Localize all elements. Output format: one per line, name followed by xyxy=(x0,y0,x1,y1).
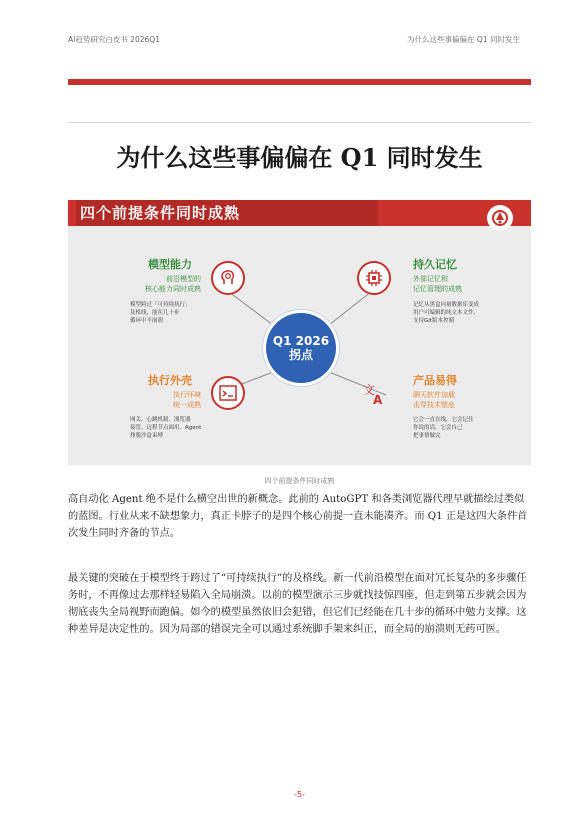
center-milestone-circle xyxy=(266,313,336,383)
running-header-right: 为什么这些事偏偏在 Q1 同时发生 xyxy=(407,35,520,44)
chip-icon xyxy=(357,261,391,295)
quadrant-desc-persistent-memory: 记忆从黑盒向量数据库变成 用户可编辑的纯文本文件， 支持Git版本控制 xyxy=(413,302,480,324)
quadrant-desc-model-capability: 模型跨过「可持续执行」 及格线，能在几十步 循环中不崩溃 xyxy=(130,302,191,324)
quadrant-subtitle-execution-shell: 执行环境 统一成熟 xyxy=(173,391,201,409)
body-paragraph: 最关键的突破在于模型终于跨过了“可持续执行”的及格线。新一代前沿模型在面对冗长复杂的多步骤任务时，不再像过去那样轻易陷入全局崩溃。以前的模型演示三步就找技惊四座，但走到第五步就会因为彻底丧失全局视野而跑偏。如今的模型虽然依旧会犯错，但它们已经能在几十步的循环中勉力支撑。这种差异是决定性的。因为局部的错误完全可以通过系统脚手架来纠正，而全局的崩溃则无药可医。 xyxy=(68,573,527,635)
figure-banner-title: 四个前提条件同时成熟 xyxy=(76,200,378,226)
brain-head-icon xyxy=(211,261,245,295)
quadrant-title-model-capability: 模型能力 xyxy=(148,258,192,271)
quadrant-title-persistent-memory: 持久记忆 xyxy=(413,258,457,271)
quadrant-subtitle-persistent-memory: 外部记忆和 记忆管理的成熟 xyxy=(413,275,462,293)
svg-text:文: 文 xyxy=(363,383,376,397)
quadrant-desc-execution-shell: 网关、心跳机制、浏览器 接管、远程节点调用、Agent 挣脱沙盒束缚 xyxy=(130,417,202,439)
page-title: 为什么这些事偏偏在 Q1 同时发生 xyxy=(116,143,483,172)
quadrant-title-execution-shell: 执行外壳 xyxy=(148,374,192,387)
quadrant-title-product-accessibility: 产品易得 xyxy=(413,374,457,387)
terminal-icon xyxy=(211,376,245,410)
header-accent-bar xyxy=(68,79,531,85)
quadrant-subtitle-model-capability: 前沿模型的 核心能力同时成熟 xyxy=(145,275,201,293)
quadrant-subtitle-product-accessibility: 聊天软件加载 击穿技术壁垒 xyxy=(413,391,455,409)
center-label-turning-point: 拐点 xyxy=(288,347,313,362)
running-header-left: AI趋势研究白皮书 2026Q1 xyxy=(68,35,160,44)
svg-text:A: A xyxy=(373,393,383,406)
figure-four-preconditions xyxy=(68,200,531,465)
title-divider xyxy=(68,122,531,123)
page-number: -5- xyxy=(294,790,305,799)
quadrant-desc-product-accessibility: 它会一直在线，它会记住 你说的话，它会自己 把事情做完 xyxy=(413,417,474,439)
figure-caption: 四个前提条件同时成熟 xyxy=(264,477,335,485)
translate-icon xyxy=(357,376,391,410)
body-paragraph: 高自动化 Agent 绝不是什么横空出世的新概念。此前的 AutoGPT 和各类浏览器代理早就描绘过类似的蓝图。行业从来不缺想象力，真正卡脖子的是四个核心前提一直未能凑齐。而 Q1 正是这四大条件首次发生同时齐备的节点。 xyxy=(68,494,528,539)
center-label-quarter: Q1 2026 xyxy=(272,333,330,348)
